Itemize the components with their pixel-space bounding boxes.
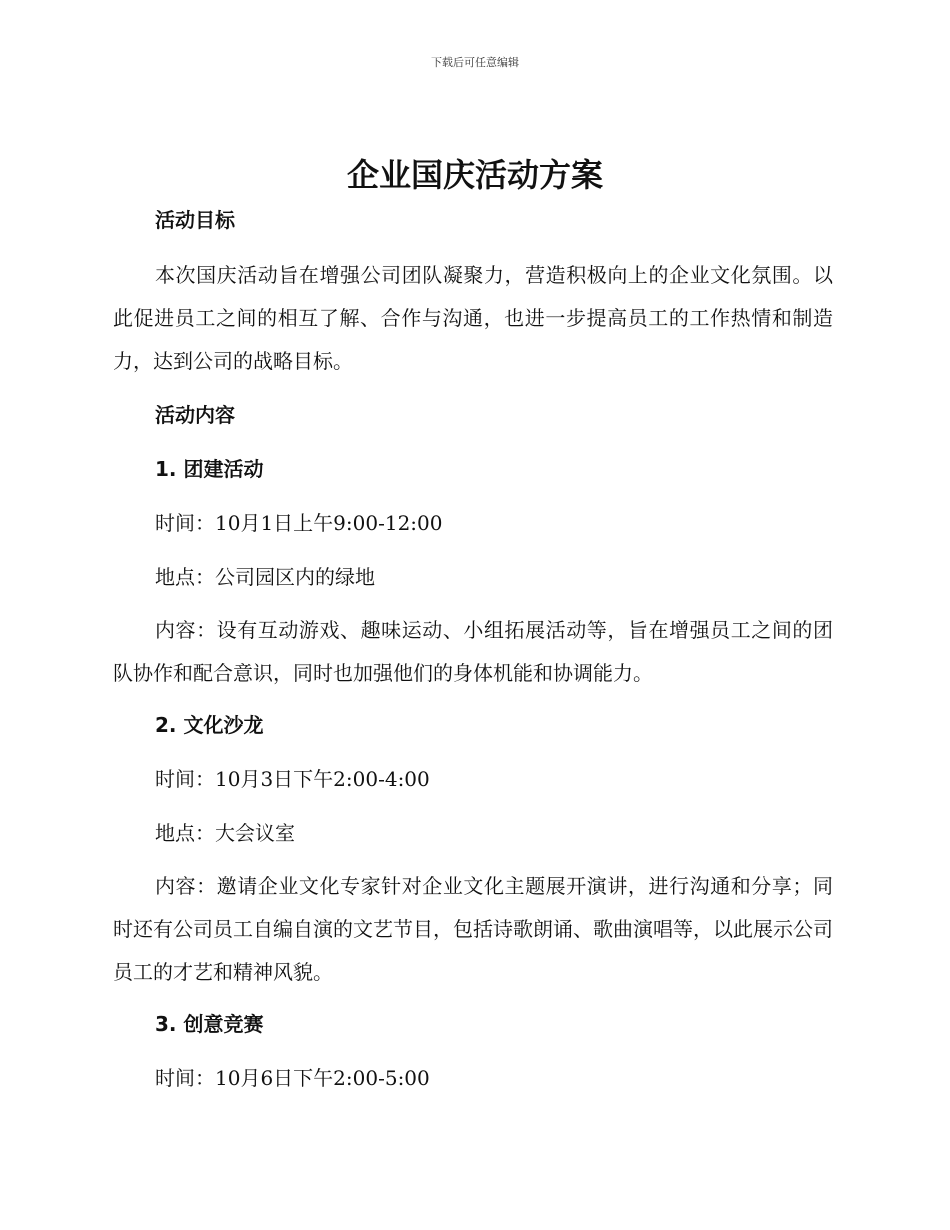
header-note: 下载后可任意编辑 <box>431 56 519 69</box>
subsection-2-place: 地点：大会议室 <box>155 821 295 845</box>
goal-paragraph: 本次国庆活动旨在增强公司团队凝聚力，营造积极向上的企业文化氛围。以此促进员工之间的相互了解、合作与沟通，也进一步提高员工的工作热情和制造力，达到公司的战略目标。 <box>113 263 833 373</box>
subsection-3-time: 时间：10月6日下午2:00-5:00 <box>155 1066 430 1090</box>
subsection-heading-2: 2. 文化沙龙 <box>155 713 264 737</box>
subsection-1-content: 内容：设有互动游戏、趣味运动、小组拓展活动等，旨在增强员工之间的团队协作和配合意识，同时也加强他们的身体机能和协调能力。 <box>113 618 833 685</box>
page-title: 企业国庆活动方案 <box>346 156 603 194</box>
section-heading-content: 活动内容 <box>155 403 235 427</box>
document-body <box>113 200 833 1098</box>
subsection-heading-3: 3. 创意竞赛 <box>155 1012 264 1036</box>
section-heading-goal: 活动目标 <box>155 208 235 232</box>
subsection-1-place: 地点：公司园区内的绿地 <box>155 565 375 589</box>
subsection-1-time: 时间：10月1日上午9:00-12:00 <box>155 511 443 535</box>
subsection-2-time: 时间：10月3日下午2:00-4:00 <box>155 767 430 791</box>
subsection-heading-1: 1. 团建活动 <box>155 457 264 481</box>
subsection-2-content: 内容：邀请企业文化专家针对企业文化主题展开演讲，进行沟通和分享；同时还有公司员工自编自演的文艺节目，包括诗歌朗诵、歌曲演唱等，以此展示公司员工的才艺和精神风貌。 <box>113 874 833 984</box>
